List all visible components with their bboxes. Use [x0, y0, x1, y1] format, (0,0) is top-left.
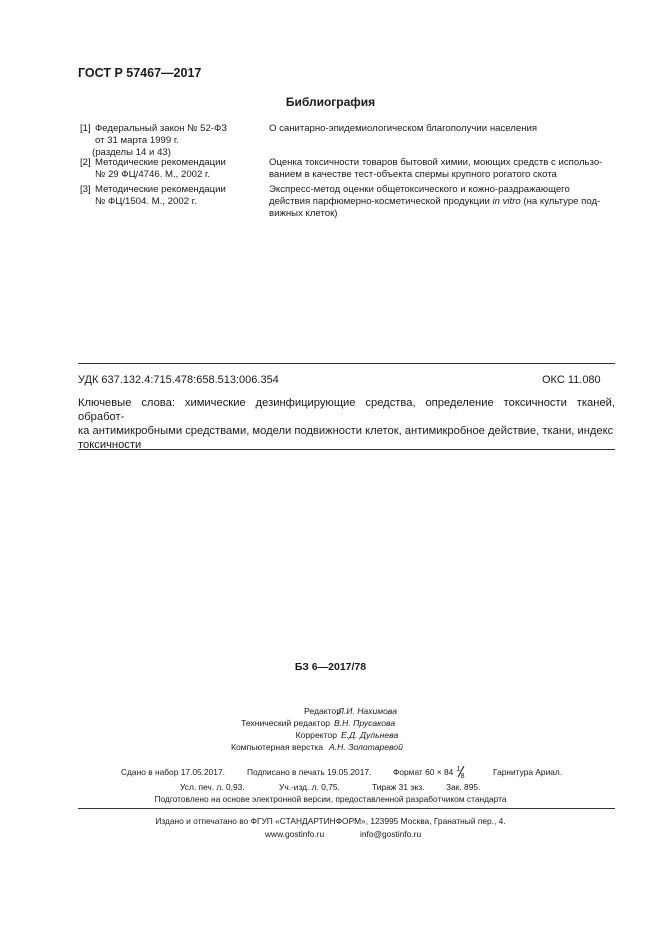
bib-entry-source: № 29 ФЦ/4746. М., 2002 г.	[95, 169, 211, 180]
bib-entry-source: от 31 марта 1999 г.	[95, 135, 179, 146]
imprint-pech: Усл. печ. л. 0,93.	[180, 782, 245, 792]
format-fraction	[456, 767, 466, 778]
bib-title-italic: in vitro	[492, 196, 521, 207]
keywords-line: ка антимикробными средствами, модели подвижности клеток, антимикробное действие, ткани, индекс	[78, 425, 614, 437]
credit-role: Технический редактор	[241, 718, 330, 728]
bz-number: БЗ 6—2017/78	[294, 661, 367, 673]
credit-name-text: Е.Д. Дульнева	[341, 730, 399, 740]
bib-title-text: (на культуре под-	[523, 196, 601, 207]
publisher-site[interactable]: www.gostinfo.ru	[265, 829, 325, 839]
bib-entry-source: № ФЦ/1504. М., 2002 г.	[95, 196, 197, 207]
imprint-format	[393, 767, 466, 778]
credit-role: Корректор	[295, 730, 337, 740]
bib-entry-source: (разделы 14 и 43)	[92, 147, 171, 158]
credit-name-text: Л.И. Нахимова	[338, 706, 398, 716]
bib-entry-title: Экспресс-метод оценки общетоксического и кожно-раздражающего	[269, 184, 570, 195]
imprint-prepared: Подготовлено на основе электронной версии, предоставленной разработчиком стандарта	[154, 794, 507, 804]
divider	[78, 363, 615, 364]
bib-entry-title: вижных клеток)	[269, 208, 338, 219]
keywords-block	[78, 396, 615, 452]
keywords-text: химические дезинфицирующие средства, определение токсичности тканей, обработ-	[78, 397, 616, 423]
bib-entry-source: Методические рекомендации	[95, 157, 226, 168]
divider	[78, 449, 615, 450]
credit-name	[341, 730, 398, 741]
keywords-line: токсичности	[78, 439, 142, 451]
keywords-label: Ключевые слова:	[78, 397, 175, 409]
credit-role: Редактор	[304, 706, 341, 716]
publisher-email[interactable]: info@gostinfo.ru	[360, 829, 422, 839]
credit-name	[334, 718, 395, 729]
imprint-typeface: Гарнитура Ариал.	[493, 767, 563, 777]
bib-entry-number: [3]	[80, 184, 91, 195]
credit-name-text: А.Н. Золотаревой	[329, 742, 403, 752]
bib-entry-number: [2]	[80, 157, 91, 168]
udc-code: УДК 637.132.4:715.478:658.513:006.354	[78, 374, 279, 386]
bib-entry-title	[269, 196, 600, 208]
fraction-denominator: 8	[460, 773, 465, 780]
document-code: ГОСТ Р 57467—2017	[78, 66, 202, 80]
credit-name-text: В.Н. Прусакова	[334, 718, 396, 728]
bib-entry-source: Федеральный закон № 52-ФЗ	[95, 123, 228, 134]
bib-entry-number: [1]	[80, 123, 91, 134]
format-num: 84	[443, 767, 454, 777]
credit-role: Компьютерная верстка	[230, 742, 323, 752]
fraction-numerator: 1	[456, 766, 461, 773]
bib-entry-title: ванием в качестве тест-объекта спермы крупного рогатого скота	[269, 169, 557, 180]
bib-entry-title: О санитарно-эпидемиологическом благополучии населения	[269, 123, 538, 134]
publisher-line: Издано и отпечатано во ФГУП «СТАНДАРТИНФОРМ», 123995 Москва, Гранатный пер., 4.	[155, 816, 506, 826]
bib-title-text: действия парфюмерно-косметической продукции	[269, 196, 490, 207]
imprint-sent: Сдано в набор 17.05.2017.	[121, 767, 225, 777]
imprint-uch: Уч.-изд. л. 0,75.	[279, 782, 340, 792]
format-label: Формат 60	[393, 767, 435, 777]
imprint-zak: Зак. 895.	[446, 782, 481, 792]
format-mult: ×	[436, 767, 442, 777]
fraction-slash-icon	[456, 765, 466, 778]
imprint-tirazh: Тираж 31 экз.	[372, 782, 425, 792]
credit-name	[329, 742, 403, 753]
bib-entry-source: Методические рекомендации	[95, 184, 226, 195]
keywords-line	[78, 396, 615, 424]
bib-entry-title: Оценка токсичности товаров бытовой химии, моющих средств с использо-	[269, 157, 603, 168]
oks-code: ОКС 11.080	[542, 374, 601, 386]
credit-name	[338, 706, 397, 717]
imprint-signed: Подписано в печать 19.05.2017.	[247, 767, 372, 777]
bibliography-title: Библиография	[285, 95, 376, 109]
divider	[78, 808, 615, 809]
